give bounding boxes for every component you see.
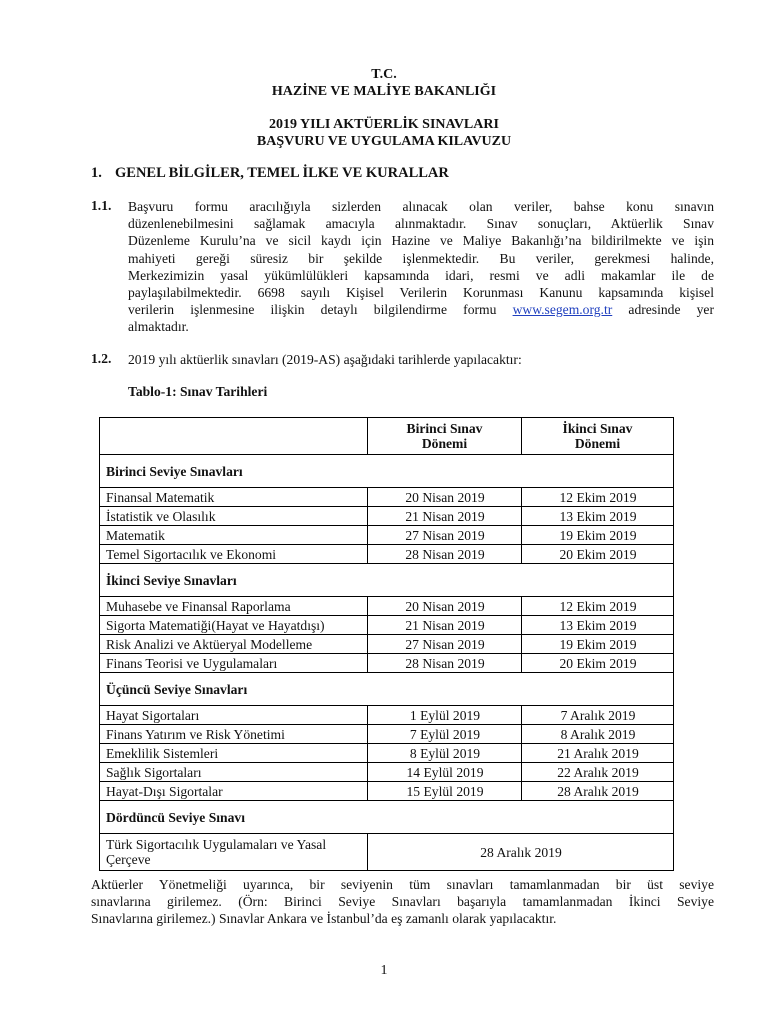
first-period-date-cell: 1 Eylül 2019 [368,706,522,725]
table-row [100,725,674,744]
paragraph-line: paylaşılabilmektedir. 6698 sayılı Kişisel Verilerin Korunması Kanunu kapsamında kişisel [128,284,714,300]
exam-name-cell: Finansal Matematik [100,488,368,507]
paragraph-line: Merkezimizin yasal yükümlülükleri kapsamında idari, resmi ve adli makamlar ile de [128,267,714,283]
table-header-first-period [368,418,522,455]
first-period-date-cell: 21 Nisan 2019 [368,507,522,526]
table-group-label: İkinci Seviye Sınavları [100,564,674,597]
table-header-empty [100,418,368,455]
exam-name-cell: Finans Yatırım ve Risk Yönetimi [100,725,368,744]
table-row [100,545,674,564]
first-period-date-cell: 27 Nisan 2019 [368,635,522,654]
paragraph-1-1 [128,198,714,336]
table-row [100,488,674,507]
line-text: verilerin işlenmesine ilişkin detaylı bilgilendirme formu [128,302,497,318]
second-period-date-cell: 19 Ekim 2019 [522,526,674,545]
table-header-row [100,418,674,455]
paragraph-line: Başvuru formu aracılığıyla sizlerden alınacak olan veriler, bahse konu sınavın [128,199,714,214]
segem-website-link[interactable]: www.segem.org.tr [512,302,613,318]
exam-name-cell: Hayat Sigortaları [100,706,368,725]
first-period-date-cell: 8 Eylül 2019 [368,744,522,763]
table-header-second-period [522,418,674,455]
table-row [100,597,674,616]
page-number: 1 [380,963,388,978]
exam-name-cell: Sağlık Sigortaları [100,763,368,782]
first-period-date-cell: 15 Eylül 2019 [368,782,522,801]
paragraph-line: mahiyeti gereği süresiz bir şekilde işlenmektedir. Bu veriler, gerekmesi halinde, [128,250,714,266]
combined-date-cell: 28 Aralık 2019 [368,834,674,871]
header-text: Birinci Sınav [406,421,483,436]
table-row [100,635,674,654]
table-row [100,526,674,545]
closing-paragraph [91,876,714,928]
table-row [100,763,674,782]
paragraph-line: Düzenleme Kurulu’na ve sicil kaydı için Hazine ve Maliye Bakanlığı’na bildirilmekte ve işin [128,233,714,249]
header-line-exams: 2019 YILI AKTÜERLİK SINAVLARI [269,117,499,132]
table-row [100,834,674,871]
paragraph-number-1-1: 1.1. [91,198,112,213]
exam-name-cell [100,834,368,871]
second-period-date-cell: 12 Ekim 2019 [522,488,674,507]
exam-name-cell: Muhasebe ve Finansal Raporlama [100,597,368,616]
exam-name-cell: Matematik [100,526,368,545]
exam-name-cell: Hayat-Dışı Sigortalar [100,782,368,801]
document-header-org [0,66,768,100]
exam-name-cell: Risk Analizi ve Aktüeryal Modelleme [100,635,368,654]
table-row [100,782,674,801]
header-line-tc: T.C. [371,67,397,82]
second-period-date-cell: 21 Aralık 2019 [522,744,674,763]
second-period-date-cell: 20 Ekim 2019 [522,545,674,564]
exam-name-cell: Sigorta Matematiği(Hayat ve Hayatdışı) [100,616,368,635]
exam-name-cell: Temel Sigortacılık ve Ekonomi [100,545,368,564]
table-row [100,744,674,763]
table-row [100,654,674,673]
table-group-row [100,564,674,597]
first-period-date-cell: 28 Nisan 2019 [368,654,522,673]
table-row [100,706,674,725]
second-period-date-cell: 12 Ekim 2019 [522,597,674,616]
table-group-row [100,801,674,834]
exam-name-cell: İstatistik ve Olasılık [100,507,368,526]
second-period-date-cell: 19 Ekim 2019 [522,635,674,654]
first-period-date-cell: 14 Eylül 2019 [368,763,522,782]
table-group-row [100,673,674,706]
header-line-guide: BAŞVURU VE UYGULAMA KILAVUZU [256,134,512,149]
table-group-row [100,455,674,488]
first-period-date-cell: 7 Eylül 2019 [368,725,522,744]
second-period-date-cell: 13 Ekim 2019 [522,507,674,526]
paragraph-1-2: 2019 yılı aktüerlik sınavları (2019-AS) aşağıdaki tarihlerde yapılacaktır: [128,352,522,367]
line-text: adresinde yer [628,302,714,318]
header-line-ministry: HAZİNE VE MALİYE BAKANLIĞI [271,84,497,99]
paragraph-line: sınavlarına girilemez. (Örn: Birinci Seviye Sınavları başarıyla tamamlanmadan İkinci Seviye [91,894,714,910]
cell-text-line: Türk Sigortacılık Uygulamaları ve Yasal [106,837,327,852]
section-number: 1. [91,165,102,181]
first-period-date-cell: 21 Nisan 2019 [368,616,522,635]
paragraph-line: Aktüerler Yönetmeliği uyarınca, bir seviyenin tüm sınavları tamamlanmadan bir üst seviye [91,877,714,892]
second-period-date-cell: 28 Aralık 2019 [522,782,674,801]
second-period-date-cell: 13 Ekim 2019 [522,616,674,635]
paragraph-line: düzenlenebilmesini sağlamak amacıyla alınmaktadır. Sınav sonuçları, Aktüerlik Sınav [128,216,714,232]
table-row [100,507,674,526]
first-period-date-cell: 27 Nisan 2019 [368,526,522,545]
second-period-date-cell: 7 Aralık 2019 [522,706,674,725]
section-title: GENEL BİLGİLER, TEMEL İLKE VE KURALLAR [115,165,449,181]
cell-text-line: Çerçeve [106,852,151,867]
first-period-date-cell: 20 Nisan 2019 [368,488,522,507]
paragraph-number-1-2: 1.2. [91,351,112,366]
paragraph-line: almaktadır. [128,319,189,335]
table-caption: Tablo-1: Sınav Tarihleri [128,384,268,399]
table-row [100,616,674,635]
second-period-date-cell: 20 Ekim 2019 [522,654,674,673]
exam-name-cell: Emeklilik Sistemleri [100,744,368,763]
table-group-label: Üçüncü Seviye Sınavları [100,673,674,706]
second-period-date-cell: 8 Aralık 2019 [522,725,674,744]
exam-dates-table [99,417,674,871]
second-period-date-cell: 22 Aralık 2019 [522,763,674,782]
paragraph-line: Sınavlarına girilemez.) Sınavlar Ankara ve İstanbul’da eş zamanlı olarak yapılacaktır. [91,911,557,927]
header-text: Dönemi [574,436,621,451]
paragraph-line [128,301,714,318]
section-heading [91,165,449,182]
header-text: İkinci Sınav [562,421,633,436]
first-period-date-cell: 20 Nisan 2019 [368,597,522,616]
table-group-label: Birinci Seviye Sınavları [100,455,674,488]
exam-name-cell: Finans Teorisi ve Uygulamaları [100,654,368,673]
first-period-date-cell: 28 Nisan 2019 [368,545,522,564]
header-text: Dönemi [421,436,468,451]
document-header-title [0,116,768,150]
table-group-label: Dördüncü Seviye Sınavı [100,801,674,834]
